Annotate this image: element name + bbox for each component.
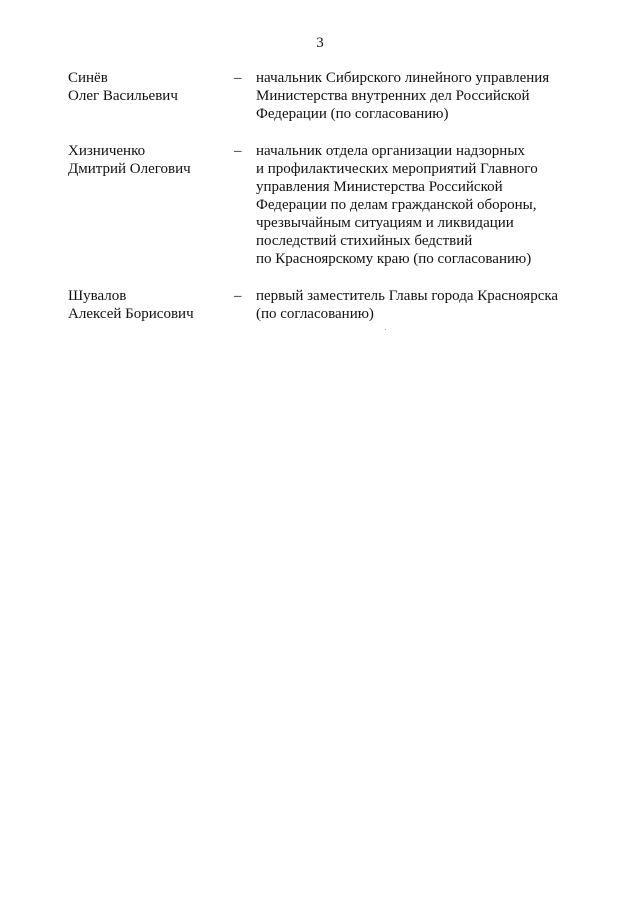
member-role-line: начальник отдела организации надзорных xyxy=(256,143,525,159)
member-dash: – xyxy=(234,70,242,86)
member-role-line: начальник Сибирского линейного управления xyxy=(256,70,550,86)
member-role xyxy=(256,69,576,123)
page-number: 3 xyxy=(316,35,324,51)
member-name xyxy=(68,287,234,323)
member-given-name: Дмитрий Олегович xyxy=(68,161,191,177)
member-surname: Шувалов xyxy=(68,288,127,304)
member-dash: – xyxy=(234,143,242,159)
member-role-line: Федерации (по согласованию) xyxy=(256,106,449,122)
member-given-name: Олег Васильевич xyxy=(68,88,178,104)
member-role xyxy=(256,142,576,268)
member-role-line: Федерации по делам гражданской обороны, xyxy=(256,197,537,213)
member-entry xyxy=(68,287,588,323)
member-role-line: первый заместитель Главы города Красноярска xyxy=(256,288,559,304)
member-role xyxy=(256,287,576,323)
scan-speck xyxy=(385,329,386,330)
member-surname: Синёв xyxy=(68,70,108,86)
member-role-line: последствий стихийных бедствий xyxy=(256,233,473,249)
member-role-line: по Красноярскому краю (по согласованию) xyxy=(256,251,532,267)
member-entry xyxy=(68,69,588,123)
member-given-name: Алексей Борисович xyxy=(68,306,194,322)
member-surname: Хизниченко xyxy=(68,143,146,159)
member-entry xyxy=(68,142,588,268)
member-role-line: управления Министерства Российской xyxy=(256,179,503,195)
member-name xyxy=(68,69,234,123)
member-role-line: Министерства внутренних дел Российской xyxy=(256,88,530,104)
member-name xyxy=(68,142,234,268)
member-role-line: и профилактических мероприятий Главного xyxy=(256,161,538,177)
member-role-line: чрезвычайным ситуациям и ликвидации xyxy=(256,215,514,231)
members-list xyxy=(68,69,588,342)
member-role-line: (по согласованию) xyxy=(256,306,374,322)
member-dash: – xyxy=(234,288,242,304)
